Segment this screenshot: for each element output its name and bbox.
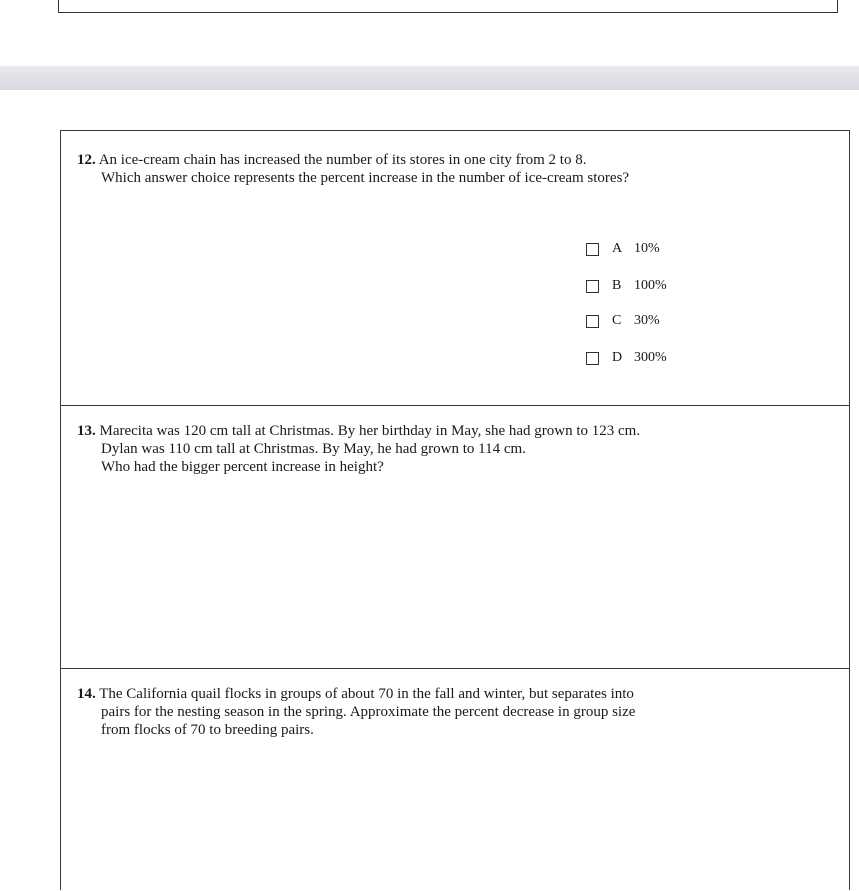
question-line: from flocks of 70 to breeding pairs. bbox=[101, 722, 314, 738]
choice-d[interactable] bbox=[586, 348, 667, 368]
choice-b[interactable] bbox=[586, 276, 667, 296]
previous-answer-box bbox=[58, 0, 838, 13]
checkbox-icon[interactable] bbox=[586, 243, 599, 256]
question-line: Dylan was 110 cm tall at Christmas. By May, he had grown to 114 cm. bbox=[101, 441, 526, 457]
question-line: pairs for the nesting season in the spring. Approximate the percent decrease in group size bbox=[101, 704, 636, 720]
question-13-text bbox=[77, 422, 640, 476]
question-number: 12. bbox=[77, 152, 96, 168]
checkbox-icon[interactable] bbox=[586, 352, 599, 365]
question-line: The California quail flocks in groups of about 70 in the fall and winter, but separates into bbox=[99, 686, 634, 702]
question-line: Which answer choice represents the percent increase in the number of ice-cream stores? bbox=[101, 170, 630, 186]
choice-value: 30% bbox=[634, 313, 660, 328]
choice-a[interactable] bbox=[586, 239, 660, 259]
question-number: 14. bbox=[77, 686, 96, 702]
choice-letter: A bbox=[612, 241, 623, 256]
worksheet bbox=[60, 130, 850, 890]
choice-value: 100% bbox=[634, 278, 667, 293]
choice-value: 10% bbox=[634, 241, 660, 256]
choice-letter: D bbox=[612, 350, 623, 365]
question-12-text bbox=[77, 151, 629, 187]
choice-letter: B bbox=[612, 278, 622, 293]
question-number: 13. bbox=[77, 423, 96, 439]
problem-13 bbox=[61, 406, 849, 669]
choice-c[interactable] bbox=[586, 311, 660, 331]
checkbox-icon[interactable] bbox=[586, 280, 599, 293]
choice-value: 300% bbox=[634, 350, 667, 365]
question-line: Who had the bigger percent increase in height? bbox=[101, 459, 384, 475]
question-line: An ice-cream chain has increased the number of its stores in one city from 2 to 8. bbox=[98, 152, 587, 168]
choice-letter: C bbox=[612, 313, 622, 328]
problem-12 bbox=[61, 131, 849, 406]
question-14-text bbox=[77, 685, 635, 739]
page-separator bbox=[0, 66, 859, 90]
question-line: Marecita was 120 cm tall at Christmas. By her birthday in May, she had grown to 123 cm. bbox=[99, 423, 641, 439]
checkbox-icon[interactable] bbox=[586, 315, 599, 328]
